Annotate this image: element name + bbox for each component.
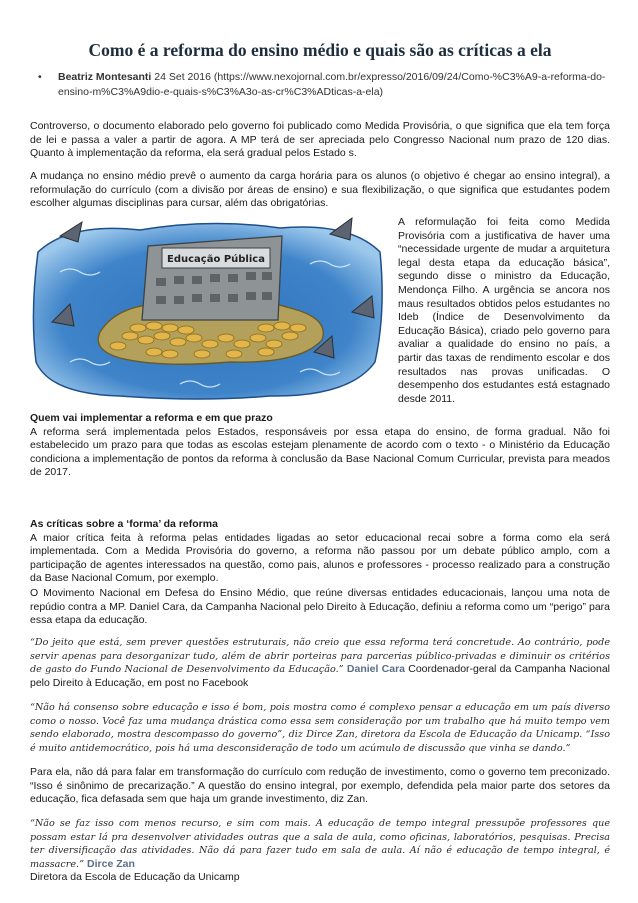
school-building — [142, 236, 282, 320]
intro-paragraph-1: Controverso, o documento elaborado pelo governo foi publicado como Medida Provisória, o que significa que ela tem força de lei e passa a valer a partir de agora. A MP terá de ser apreciada pelo Congresso Nacional num prazo de 120 dias. Quanto à implementação da reforma, ela será gradual pelos Estado s. — [30, 120, 610, 160]
date-and-source: 24 Set 2016 (https://www.nexojornal.com.br/expresso/2016/09/24/Como-%C3%A9-a-reforma-do-ensino-m%C3%A9dio-e-quais-s%C3%A3o-as-cr%C3%ADticas-a-ela) — [58, 71, 606, 98]
section-body: A reforma será implementada pelos Estados, responsáveis por essa etapa do ensino, de forma gradual. Não foi estabelecido um prazo para que todas as escolas estejam plenamente de acordo com o texto - o Ministério da Educação condiciona a implementação de pontos da reforma à conclusão da Base Nacional Comum Curricular, prevista para meados de 2017. — [30, 425, 610, 479]
paragraph-zan: Para ela, não dá para falar em transformação do currículo com redução de investimento, como o governo tem preconizado. “Isso é sinônimo de precarização.” A questão do ensino integral, por exemplo, defendida pela maior parte dos setores da educação, fica defasada sem que haja um grande investimento, diz Zan. — [30, 766, 610, 806]
section-heading: As críticas sobre a ‘forma’ da reforma — [30, 518, 218, 530]
building-sign: Educação Pública — [167, 254, 265, 265]
section-criticism — [30, 518, 610, 586]
quote-dirce-zan-2 — [30, 817, 610, 885]
quote-author: Dirce Zan — [87, 857, 135, 870]
quote-author-role: Coordenador-geral da Campanha Nacional pelo Direito à Educação, em post no Facebook — [30, 663, 610, 689]
section-heading: Quem vai implementar a reforma e em que prazo — [30, 412, 273, 424]
article-title: Como é a reforma do ensino médio e quais são as críticas a ela — [88, 40, 552, 60]
section-body: A maior crítica feita à reforma pelas entidades ligadas ao setor educacional recai sobre a forma como ela será implementada. Com a Medida Provisória do governo, a reforma não passou por um debate público amplo, com a participação de agentes interessados na questão, como pais, alunos e professores - processo realizado para a construção da Base Nacional Comum, por exemplo. — [30, 531, 610, 585]
section-criticism-paragraph-2: O Movimento Nacional em Defesa do Ensino Médio, que reúne diversas entidades educacionais, lançou uma nota de repúdio contra a MP. Daniel Cara, da Campanha Nacional pelo Direito à Educação, definiu a reforma como um “perigo” para essa etapa da educação. — [30, 587, 610, 627]
quote-daniel-cara — [30, 636, 610, 690]
article-meta — [38, 70, 610, 100]
list-bullet: • — [38, 71, 42, 83]
quote-dirce-zan: “Não há consenso sobre educação e isso é bom, pois mostra como é complexo pensar a educação em um país diverso como o nosso. Você faz uma mudança drástica como essa sem consideração por um trabalho que há muito tempo vem sendo elaborado, mostra descompasso do governo”, diz Dirce Zan, diretora da Escola de Educação da Unicamp. “Isso é muito antidemocrático, pois há uma desconsideração de todo um acúmulo de discussão que vinha se dando.” — [30, 702, 610, 754]
author-name: Beatriz Montesanti — [58, 71, 152, 83]
quote-text: “Do jeito que está, sem prever questões estruturais, não creio que essa reforma terá concretude. Ao contrário, pode servir apenas para desorganizar tudo, além de abrir porteiras para parcerias público-privadas e diminuir os critérios de gasto do Fundo Nacional de Desenvolvimento da Educação.” — [30, 637, 610, 676]
cartoon-illustration — [30, 212, 388, 402]
quote-author: Daniel Cara — [346, 663, 406, 676]
section-implementation — [30, 412, 610, 480]
quote-author-role: Diretora da Escola de Educação da Unicamp — [30, 871, 240, 884]
sidebar-paragraph: A reformulação foi feita como Medida Provisória com a justificativa de haver uma “necessidade urgente de mudar a arquitetura legal desta etapa da educação básica”, segundo disse o ministro da Educação, Mendonça Filho. A urgência se ancora nos maus resultados obtidos pelos estudantes no Ideb (Índice de Desenvolvimento da Educação Básica), criado pelo governo para avaliar a qualidade do ensino no país, a partir das taxas de rendimento escolar e dos resultados nas provas unificadas. O desempenho dos estudantes está estagnado desde 2011. — [398, 216, 610, 405]
quote-text: “Não se faz isso com menos recurso, e sim com mais. A educação de tempo integral pressupõe professores que possam estar lá pra desenvolver atividades outras que a sala de aula, como oficinas, laboratórios, pesquisas. Precisa ter diversificação das atividades. Não dá para fazer tudo em sala de aula. Aí não é educação de tempo integral, é massacre.” — [30, 818, 610, 870]
intro-paragraph-2: A mudança no ensino médio prevê o aumento da carga horária para os alunos (o objetivo é chegar ao ensino integral), a reformulação do currículo (com a divisão por áreas de ensino) e sua flexibilização, o que significa que estudantes podem escolher algumas disciplinas para cursar, além das obrigatórias. — [30, 170, 610, 210]
